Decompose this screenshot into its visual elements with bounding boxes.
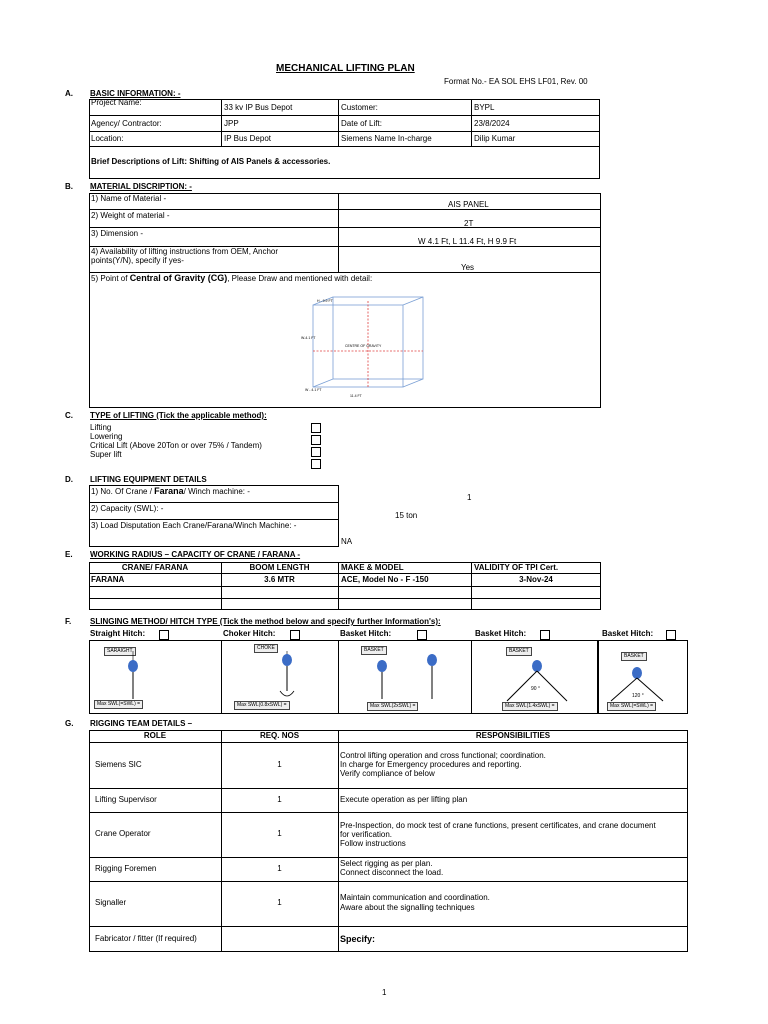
section-e-letter: E. [65,550,73,559]
rigging-role: Rigging Foremen [95,864,157,873]
availability-label-line1: 4) Availability of lifting instructions from OEM, Anchor [91,247,279,256]
cg-label-post: , Please Draw and mentioned with detail: [227,274,373,283]
rigging-role: Lifting Supervisor [95,795,157,804]
location-value: IP Bus Depot [224,134,271,143]
section-f-letter: F. [65,617,72,626]
crane-count-label [91,486,250,497]
material-dimension-label: 3) Dimension - [91,229,144,238]
hitch-label-straight: Straight Hitch: [90,629,146,638]
page-number: 1 [382,988,387,997]
basket-hitch-1-tag: BASKET [361,646,387,655]
basket-hitch-2-swl: Max SWL(1.4xSWL) = [502,702,558,711]
availability-label-line2: points(Y/N), specify if yes- [91,256,184,265]
agency-value: JPP [224,119,239,128]
basket-hitch-3-checkbox[interactable] [666,630,676,640]
rigging-resp-line: Pre-Inspection, do mock test of crane functions, present certificates, and crane document [340,821,656,830]
crane-count-label-bold: Farana [154,486,184,496]
capacity-label: 2) Capacity (SWL): - [91,504,164,513]
basket-hitch-3-angle: 120 ° [632,693,644,699]
basket-hitch-1-swl: Max SWL(2xSWL) = [367,702,418,711]
lifting-checkbox[interactable] [311,423,321,433]
basket-hitch-1-checkbox[interactable] [417,630,427,640]
brief-label: Brief Descriptions of Lift: [91,157,188,166]
section-c-letter: C. [65,411,73,420]
choker-hitch-checkbox[interactable] [290,630,300,640]
crane-count-value: 1 [467,493,472,502]
cg-top-label: H - 9.9 FT [317,299,333,303]
straight-hitch-checkbox[interactable] [159,630,169,640]
cg-center-label: CENTRE OF GRAVITY [345,344,382,348]
crane-count-label-post: / Winch machine: - [183,487,250,496]
lifting-type-super: Super lift [90,450,122,459]
page-title: MECHANICAL LIFTING PLAN [276,63,415,74]
rigging-resp-line: Execute operation as per lifting plan [340,795,468,804]
radius-cell-boom: 3.6 MTR [264,575,295,584]
straight-hitch-swl: Max SWL(=SWL) = [94,700,143,709]
rigging-resp-line: Verify compliance of below [340,769,435,778]
rigging-role: Fabricator / fitter (If required) [95,934,197,943]
hitch-label-basket-1: Basket Hitch: [340,629,392,638]
rigging-header-nos: REQ. NOS [259,731,300,740]
customer-label: Customer: [341,103,378,112]
section-d-heading: LIFTING EQUIPMENT DETAILS [90,475,207,484]
rigging-header-resp: RESPONSIBILITIES [475,731,551,740]
rigging-role: Siemens SIC [95,760,142,769]
material-weight-value: 2T [464,219,474,228]
basket-hitch-3-diagram [598,640,688,714]
rigging-nos: 1 [277,760,282,769]
radius-cell-make: ACE, Model No - F -150 [341,575,429,584]
lifting-type-critical: Critical Lift (Above 20Ton or over 75% / Tandem) [90,441,262,450]
basket-hitch-2-tag: BASKET [506,647,532,656]
rigging-specify: Specify: [340,934,376,944]
project-name-label: Project Name: [91,98,142,107]
lifting-type-lowering: Lowering [90,432,123,441]
rigging-role: Crane Operator [95,829,151,838]
radius-header-crane: CRANE/ FARANA [121,563,189,572]
super-lift-checkbox[interactable] [311,459,321,469]
rigging-role: Signaller [95,898,127,907]
lowering-checkbox[interactable] [311,435,321,445]
material-name-value: AIS PANEL [448,200,489,209]
brief-description [91,157,330,167]
critical-lift-checkbox[interactable] [311,447,321,457]
date-of-lift-value: 23/8/2024 [474,119,510,128]
rigging-header-role: ROLE [143,731,167,740]
crane-count-label-pre: 1) No. Of Crane / [91,487,155,496]
date-of-lift-label: Date of Lift: [341,119,382,128]
location-label: Location: [91,134,124,143]
section-b-letter: B. [65,182,73,191]
rigging-resp-line: for verification. [340,830,393,839]
section-f-heading: SLINGING METHOD/ HITCH TYPE (Tick the method below and specify further Information's): [90,617,441,626]
hitch-label-basket-2: Basket Hitch: [475,629,527,638]
rigging-nos: 1 [277,829,282,838]
radius-header-boom: BOOM LENGTH [249,563,310,572]
rigging-nos: 1 [277,795,282,804]
basket-hitch-3-swl: Max SWL(=SWL) = [607,702,656,711]
load-distribution-label: 3) Load Disputation Each Crane/Farana/Winch Machine: - [91,521,297,530]
rigging-nos: 1 [277,864,282,873]
cg-label [91,273,372,284]
straight-hitch-diagram [89,640,222,714]
incharge-label: Siemens Name In-charge [341,134,432,143]
material-name-label: 1) Name of Material - [91,194,167,203]
section-b-heading: MATERIAL DISCRIPTION: - [90,182,192,191]
section-e-heading: WORKING RADIUS – CAPACITY OF CRANE / FARANA - [90,550,301,559]
cg-bottom-label: 11.4 FT [350,394,362,398]
load-distribution-value: NA [341,537,353,546]
cg-label-pre: 5) Point of [91,274,130,283]
rigging-resp-line: Maintain communication and coordination. [340,893,490,902]
rigging-resp-line: Select rigging as per plan. [340,859,433,868]
cg-box-drawing [313,297,423,387]
basket-hitch-2-diagram [471,640,598,714]
agency-label: Agency/ Contractor: [91,119,162,128]
radius-cell-crane: FARANA [91,575,125,584]
incharge-value: Dilip Kumar [474,134,516,143]
hitch-label-choker: Choker Hitch: [223,629,276,638]
rigging-resp-line: Follow instructions [340,839,406,848]
capacity-value: 15 ton [395,511,418,520]
section-a-heading: BASIC INFORMATION: - [90,89,181,98]
cg-label-bold: Central of Gravity (CG) [129,273,228,283]
radius-header-validity: VALIDITY OF TPI Cert. [474,563,559,572]
format-number: Format No.- EA SOL EHS LF01, Rev. 00 [444,77,588,86]
straight-hitch-tag: SARAIGHT [104,647,136,656]
basket-hitch-1-diagram [338,640,472,714]
rigging-nos: 1 [277,898,282,907]
section-g-letter: G. [65,719,74,728]
choker-hitch-tag: CHOKE [254,644,278,653]
brief-value: Shifting of AIS Panels & accessories. [189,157,331,166]
material-dimension-value: W 4.1 Ft, L 11.4 Ft, H 9.9 Ft [418,237,517,246]
cg-left-label: W-4.1 FT [301,336,316,340]
cg-bottom-left-label: W - 4.1 FT [305,388,322,392]
choker-hitch-diagram [221,640,339,714]
customer-value: BYPL [474,103,495,112]
basket-hitch-2-checkbox[interactable] [540,630,550,640]
basket-hitch-3-tag: BASKET [621,652,647,661]
availability-value: Yes [461,263,475,272]
rigging-resp-line: Control lifting operation and cross functional; coordination. [340,751,546,760]
cg-diagram [295,295,440,400]
section-c-heading: TYPE of LIFTING (Tick the applicable method): [90,411,267,420]
choker-hitch-swl: Max SWL(0.8xSWL) = [234,701,290,710]
project-name-value: 33 kv IP Bus Depot [224,103,293,112]
rigging-resp-line: Connect disconnect the load. [340,868,444,877]
radius-cell-validity: 3-Nov-24 [519,575,553,584]
section-g-heading: RIGGING TEAM DETAILS – [90,719,193,728]
material-weight-label: 2) Weight of material - [91,211,170,220]
section-a-letter: A. [65,89,73,98]
rigging-resp-line: Aware about the signalling techniques [340,903,475,912]
rigging-resp-line: In charge for Emergency procedures and reporting. [340,760,522,769]
hitch-label-basket-3: Basket Hitch: [602,629,654,638]
lifting-type-lifting: Lifting [90,423,112,432]
section-d-letter: D. [65,475,73,484]
basket-hitch-2-angle: 90 ° [531,686,540,692]
radius-header-make: MAKE & MODEL [341,563,404,572]
